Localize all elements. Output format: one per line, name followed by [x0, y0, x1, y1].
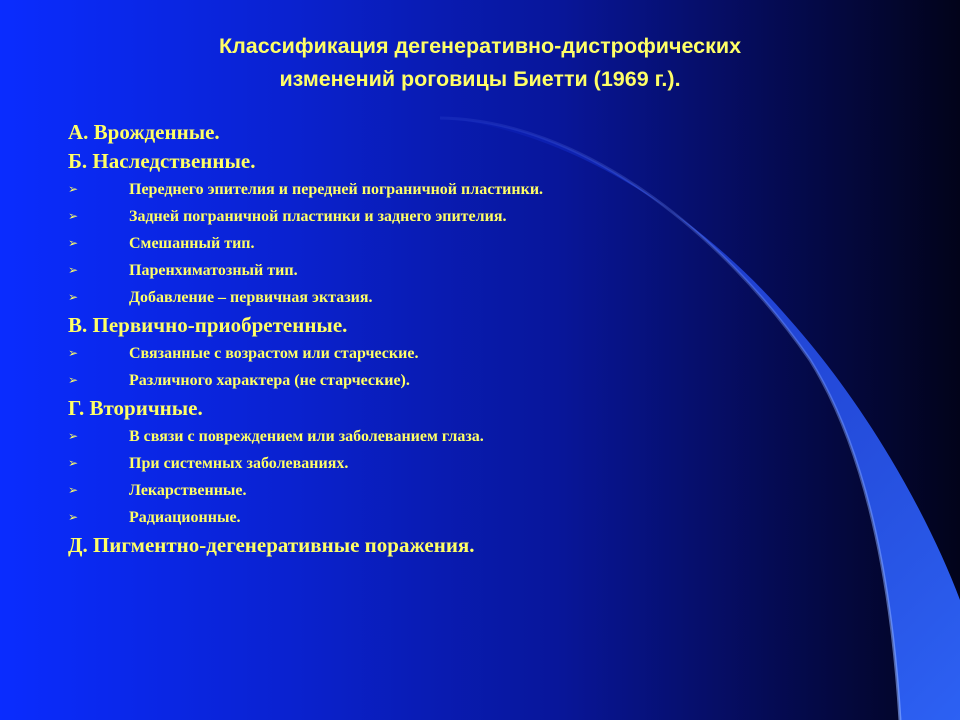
list-item [68, 367, 828, 394]
arrowhead-bullet-icon: ➢ [68, 429, 79, 443]
list-item [68, 504, 828, 531]
title-line-2: изменений роговицы Биетти (1969 г.). [279, 67, 681, 91]
list-item-text: Задней пограничной пластинки и заднего эпителия. [129, 208, 507, 225]
list-item-text: Связанные с возрастом или старческие. [129, 345, 419, 362]
slide-title [60, 30, 900, 96]
arrowhead-bullet-icon: ➢ [68, 346, 79, 360]
arrowhead-bullet-icon: ➢ [68, 182, 79, 196]
list-item [68, 230, 828, 257]
title-line-1: Классификация дегенеративно-дистрофических [218, 34, 742, 58]
list-item-text: В связи с повреждением или заболеванием глаза. [129, 428, 484, 445]
arrowhead-bullet-icon: ➢ [68, 373, 79, 387]
list-item [68, 176, 828, 203]
section-heading: Г. Вторичные. [68, 396, 203, 420]
list-item-text: Добавление – первичная эктазия. [129, 289, 373, 306]
list-item-text: При системных заболеваниях. [129, 455, 349, 472]
list-item [68, 423, 828, 450]
arrowhead-bullet-icon: ➢ [68, 510, 79, 524]
arrowhead-bullet-icon: ➢ [68, 290, 79, 304]
list-item [68, 450, 828, 477]
arrowhead-bullet-icon: ➢ [68, 209, 79, 223]
list-item [68, 340, 828, 367]
list-item [68, 203, 828, 230]
arrowhead-bullet-icon: ➢ [68, 263, 79, 277]
arrowhead-bullet-icon: ➢ [68, 483, 79, 497]
list-item [68, 477, 828, 504]
list-item-text: Смешанный тип. [129, 235, 255, 252]
section-heading: А. Врожденные. [68, 120, 220, 144]
section-heading: Д. Пигментно-дегенеративные поражения. [68, 533, 475, 557]
list-item-text: Переднего эпителия и передней пограничной пластинки. [129, 181, 544, 198]
list-item-text: Паренхиматозный тип. [129, 262, 298, 279]
list-item-text: Радиационные. [129, 509, 241, 526]
list-item-text: Различного характера (не старческие). [129, 372, 410, 389]
section-heading: Б. Наследственные. [68, 149, 256, 173]
list-item [68, 284, 828, 311]
list-item [68, 257, 828, 284]
classification-list [68, 118, 828, 560]
arrowhead-bullet-icon: ➢ [68, 236, 79, 250]
section-heading: В. Первично-приобретенные. [68, 313, 348, 337]
arrowhead-bullet-icon: ➢ [68, 456, 79, 470]
list-item-text: Лекарственные. [129, 482, 247, 499]
